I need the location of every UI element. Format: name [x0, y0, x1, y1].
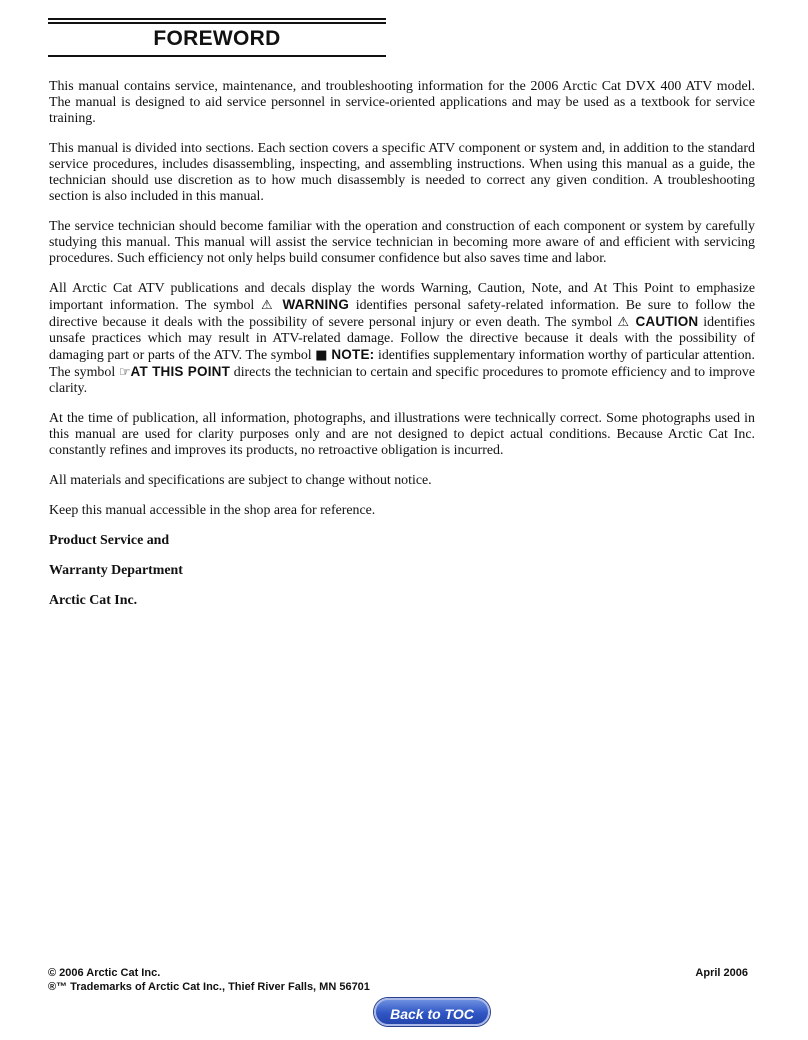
- paragraph-intro: This manual contains service, maintenance, and troubleshooting information for the 2006 Arctic Cat DVX 400 ATV model. The manual is designed to aid service personnel in service-oriented applications and may be used as a textbook for service training.: [49, 79, 755, 126]
- paragraph-publication: At the time of publication, all information, photographs, and illustrations were technically correct. Some photographs used in this manual are used for clarity purposes only and are not designed to depict actual conditions. Because Arctic Cat Inc. constantly refines and improves its products, no retroactive obligation is incurred.: [49, 411, 755, 458]
- warning-triangle-icon: ⚠: [260, 298, 276, 313]
- note-square-icon: ■: [315, 348, 328, 363]
- caution-triangle-icon: ⚠: [617, 315, 631, 330]
- note-label: NOTE:: [331, 347, 375, 362]
- signature-line-1: Product Service and: [49, 533, 170, 548]
- top-rule-2: [48, 22, 386, 24]
- paragraph-change-notice: All materials and specifications are subject to change without notice.: [49, 473, 432, 488]
- top-rule-1: [48, 18, 386, 20]
- footer-left: [48, 966, 370, 994]
- foreword-body: [49, 79, 755, 623]
- paragraph-symbols: [49, 281, 755, 397]
- signature-line-2: Warranty Department: [49, 563, 183, 578]
- symbols-text-5: directs the technician to certain and specific procedures to promote efficiency and to improve clarity.: [49, 365, 755, 396]
- pointing-hand-icon: ☞: [118, 365, 131, 380]
- paragraph-technician: The service technician should become familiar with the operation and construction of each component or system by carefully studying this manual. This manual will assist the service technician in becoming more aware of and efficient with servicing procedures. Such efficiency not only helps build consumer confidence but also saves time and labor.: [49, 219, 755, 266]
- caution-label: CAUTION: [635, 314, 699, 329]
- symbols-text-2: identifies personal safety-related information. Be sure to follow the directive because it deals with the possibility of severe personal injury or even death. The symbol: [49, 298, 755, 330]
- warning-label: WARNING: [282, 297, 350, 312]
- paragraph-sections: This manual is divided into sections. Each section covers a specific ATV component or system and, in addition to the standard service procedures, includes disassembling, inspecting, and assembling instructions. When using this manual as a guide, the technician should use discretion as to how much disassembly is needed to correct any given condition. A troubleshooting section is also included in this manual.: [49, 141, 755, 204]
- symbols-text-4: identifies supplementary information worthy of particular attention. The symbol: [49, 348, 755, 380]
- page-title: FOREWORD: [153, 27, 281, 50]
- copyright-text: © 2006 Arctic Cat Inc.: [48, 967, 161, 979]
- symbols-text-3: identifies unsafe practices which may result in ATV-related damage. Follow the directive because it deals with the possibility of damaging part or parts of the ATV. The symbol: [49, 315, 755, 363]
- footer-date: April 2006: [695, 967, 748, 979]
- title-underline: [48, 55, 386, 57]
- at-this-point-label: AT THIS POINT: [130, 364, 231, 379]
- paragraph-keep-manual: Keep this manual accessible in the shop area for reference.: [49, 503, 376, 518]
- symbols-text-1: All Arctic Cat ATV publications and decals display the words Warning, Caution, Note, and At This Point to emphasize important information. The symbol: [49, 281, 755, 313]
- back-to-toc-button[interactable]: Back to TOC: [374, 998, 490, 1026]
- signature-line-3: Arctic Cat Inc.: [49, 593, 138, 608]
- signature-block: [49, 533, 755, 609]
- trademark-text: ®™ Trademarks of Arctic Cat Inc., Thief River Falls, MN 56701: [48, 981, 370, 993]
